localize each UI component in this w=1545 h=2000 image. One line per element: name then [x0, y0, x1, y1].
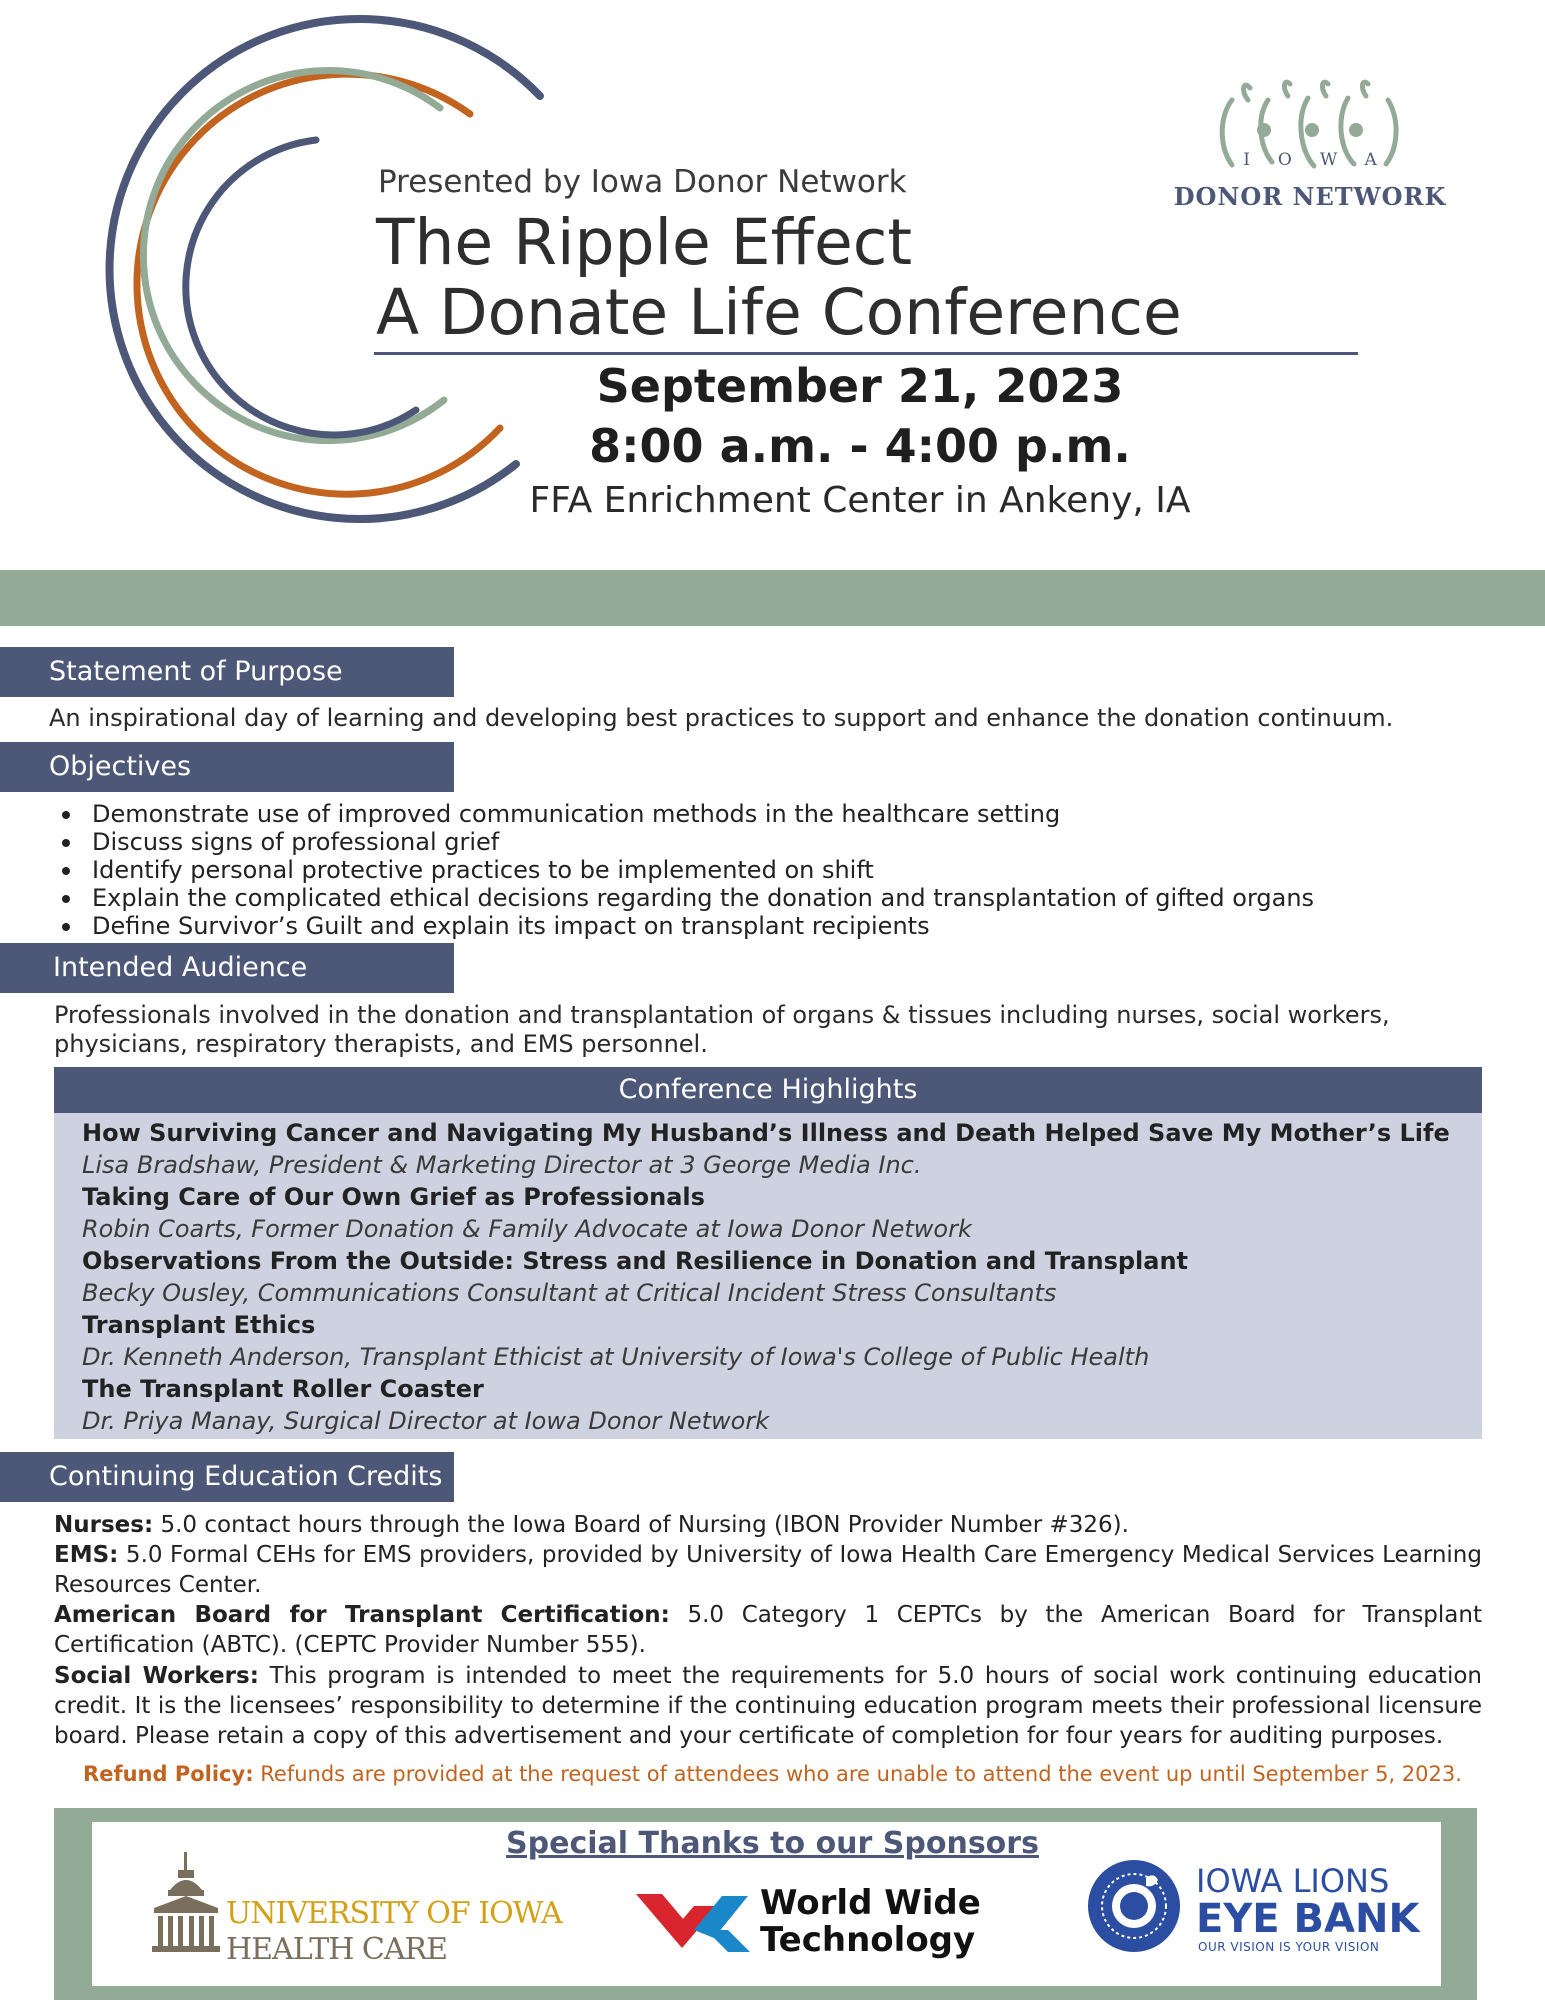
credit-ems	[54, 1540, 1482, 1600]
credit-text: 5.0 Formal CEHs for EMS providers, provided by University of Iowa Health Care Emergency Medical Services Learning Resources Center.	[54, 1542, 1482, 1598]
section-heading-credits: Continuing Education Credits	[0, 1452, 454, 1502]
highlight-title: Transplant Ethics	[82, 1311, 316, 1339]
eye-bank-name-line2: EYE BANK	[1196, 1896, 1420, 1942]
credit-label: American Board for Transplant Certification:	[54, 1602, 670, 1628]
objective-item: Explain the complicated ethical decisions regarding the donation and transplantation of gifted organs	[50, 884, 1314, 912]
audience-text-line1: Professionals involved in the donation and transplantation of organs & tissues including nurses, social workers,	[54, 1001, 1390, 1029]
title-divider	[374, 352, 1358, 355]
uiowa-name: UNIVERSITY OF IOWA	[226, 1896, 562, 1931]
credit-text: This program is intended to meet the requirements for 5.0 hours of social work continuing education credit. It is the licensees’ responsibility to determine if the continuing education program meets their professional licensure board. Please retain a copy of this advertisement and your certificate of completion for four years for auditing purposes.	[54, 1663, 1482, 1749]
wwt-name-line1: World Wide	[760, 1883, 981, 1923]
wwt-arrow-logo-icon	[636, 1890, 754, 1952]
highlight-speaker: Dr. Kenneth Anderson, Transplant Ethicist at University of Iowa's College of Public Health	[82, 1343, 1150, 1371]
highlight-item	[82, 1245, 1482, 1309]
credit-text: 5.0 contact hours through the Iowa Board of Nursing (IBON Provider Number #326).	[153, 1512, 1129, 1538]
event-time: 8:00 a.m. - 4:00 p.m.	[589, 419, 1131, 473]
old-capitol-building-icon	[150, 1850, 222, 1960]
eye-bank-name-line1: IOWA LIONS	[1196, 1862, 1390, 1900]
event-date: September 21, 2023	[596, 359, 1124, 413]
refund-text: Refunds are provided at the request of attendees who are unable to attend the event up until September 5, 2023.	[253, 1762, 1462, 1786]
green-divider-band	[0, 570, 1545, 626]
objective-item: Demonstrate use of improved communication methods in the healthcare setting	[50, 800, 1314, 828]
refund-label: Refund Policy:	[83, 1762, 254, 1786]
refund-policy	[0, 1762, 1545, 1786]
objective-item: Discuss signs of professional grief	[50, 828, 1314, 856]
highlights-panel	[54, 1113, 1482, 1439]
logo-iowa-text: IOWA	[1243, 150, 1405, 170]
conference-title-line1: The Ripple Effect	[376, 206, 913, 279]
highlight-item	[82, 1181, 1482, 1245]
wwt-name-line2: Technology	[760, 1920, 976, 1960]
highlight-item	[82, 1309, 1482, 1373]
highlight-speaker: Dr. Priya Manay, Surgical Director at Iowa Donor Network	[82, 1407, 770, 1435]
credit-text: 5.0 Category 1 CEPTCs by the American Board for Transplant Certification (ABTC). (CEPTC Provider Number 555).	[54, 1602, 1482, 1658]
presented-by: Presented by Iowa Donor Network	[378, 164, 907, 200]
highlight-speaker: Becky Ousley, Communications Consultant at Critical Incident Stress Consultants	[82, 1279, 1057, 1307]
objective-item: Define Survivor’s Guilt and explain its impact on transplant recipients	[50, 912, 1314, 940]
sponsors-heading: Special Thanks to our Sponsors	[506, 1826, 1039, 1861]
section-heading-purpose: Statement of Purpose	[0, 647, 454, 697]
conference-title-line2: A Donate Life Conference	[376, 276, 1182, 349]
highlight-speaker: Lisa Bradshaw, President & Marketing Director at 3 George Media Inc.	[82, 1151, 922, 1179]
highlight-title: Taking Care of Our Own Grief as Professionals	[82, 1183, 705, 1211]
objectives-list	[50, 800, 1314, 940]
eye-iris-logo-icon	[1086, 1858, 1182, 1954]
objective-item: Identify personal protective practices to be implemented on shift	[50, 856, 1314, 884]
highlight-title: How Surviving Cancer and Navigating My Husband’s Illness and Death Helped Save My Mother’s Life	[82, 1119, 1450, 1147]
uiowa-healthcare: HEALTH CARE	[226, 1932, 448, 1967]
highlight-title: Observations From the Outside: Stress and Resilience in Donation and Transplant	[82, 1247, 1189, 1275]
credit-nurses	[54, 1510, 1482, 1540]
highlight-item	[82, 1117, 1482, 1181]
credit-label: EMS:	[54, 1542, 119, 1568]
event-venue: FFA Enrichment Center in Ankeny, IA	[529, 480, 1191, 521]
credit-abtc	[54, 1600, 1482, 1660]
logo-donor-network-text: DONOR NETWORK	[1173, 182, 1447, 211]
credit-label: Social Workers:	[54, 1663, 259, 1689]
credit-social-workers	[54, 1661, 1482, 1751]
highlights-heading: Conference Highlights	[54, 1067, 1482, 1113]
credit-label: Nurses:	[54, 1512, 154, 1538]
highlight-item	[82, 1373, 1482, 1437]
eye-bank-tagline: OUR VISION IS YOUR VISION	[1198, 1940, 1380, 1954]
section-heading-audience: Intended Audience	[0, 943, 454, 993]
highlight-title: The Transplant Roller Coaster	[82, 1375, 484, 1403]
highlight-speaker: Robin Coarts, Former Donation & Family Advocate at Iowa Donor Network	[82, 1215, 972, 1243]
audience-text-line2: physicians, respiratory therapists, and EMS personnel.	[54, 1030, 708, 1058]
section-heading-objectives: Objectives	[0, 742, 454, 792]
purpose-text: An inspirational day of learning and developing best practices to support and enhance the donation continuum.	[49, 704, 1394, 732]
